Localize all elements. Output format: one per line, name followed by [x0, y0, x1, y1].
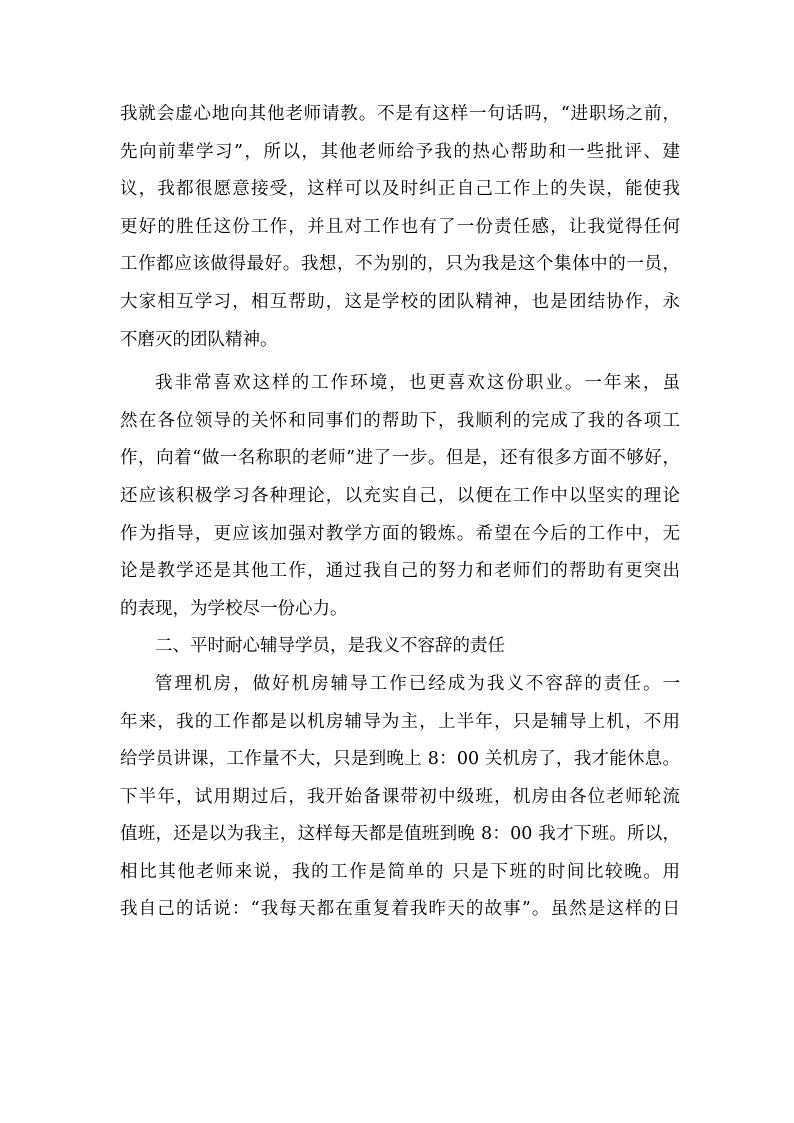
paragraph-1	[120, 96, 680, 359]
text-line: 论是教学还是其他工作，通过我自己的努力和老师们的帮助有更突出	[120, 561, 680, 582]
text-line: 我就会虚心地向其他老师请教。不是有这样一句话吗，“进职场之前，	[120, 104, 680, 124]
text-line: 议，我都很愿意接受，这样可以及时纠正自己工作上的失误，能使我	[120, 179, 680, 200]
text-line: 作为指导，更应该加强对教学方面的锻炼。希望在今后的工作中，无	[120, 523, 680, 544]
text-line: 先向前辈学习”，所以，其他老师给予我的热心帮助和一些批评、建	[120, 141, 680, 162]
text-line: 下半年，试用期过后，我开始备课带初中级班，机房由各位老师轮流	[120, 786, 680, 807]
section-heading	[120, 628, 680, 666]
text-line: 值班，还是以为我主，这样每天都是值班到晚 8：00 我才下班。所以，	[120, 824, 680, 845]
text-line: 管理机房，做好机房辅导工作已经成为我义不容辞的责任。一	[155, 673, 680, 694]
text-line: 工作都应该做得最好。我想，不为别的，只为我是这个集体中的一员，	[120, 254, 680, 275]
text-line: 还应该积极学习各种理论，以充实自己，以便在工作中以坚实的理论	[120, 485, 680, 506]
document-page	[120, 96, 680, 929]
text-line: 年来，我的工作都是以机房辅导为主，上半年，只是辅导上机，不用	[120, 711, 680, 732]
text-line: 不磨灭的团队精神。	[120, 329, 278, 350]
text-line: 我自己的话说：“我每天都在重复着我昨天的故事”。虽然是这样的日	[120, 899, 680, 920]
heading-text: 二、平时耐心辅导学员，是我义不容辞的责任	[155, 636, 505, 657]
text-line: 我非常喜欢这样的工作环境，也更喜欢这份职业。一年来，虽	[155, 373, 680, 394]
text-line: 更好的胜任这份工作，并且对工作也有了一份责任感，让我觉得任何	[120, 216, 680, 237]
paragraph-2	[120, 365, 680, 628]
text-line: 大家相互学习，相互帮助，这是学校的团队精神，也是团结协作，永	[120, 291, 680, 312]
text-line: 给学员讲课，工作量不大，只是到晚上 8：00 关机房了，我才能休息。	[120, 749, 680, 770]
text-line: 的表现，为学校尽一份心力。	[120, 598, 348, 619]
text-line: 作，向着“做一名称职的老师”进了一步。但是，还有很多方面不够好，	[120, 448, 680, 469]
text-line: 相比其他老师来说，我的工作是简单的 只是下班的时间比较晚。用	[120, 861, 680, 882]
text-line: 然在各位领导的关怀和同事们的帮助下，我顺利的完成了我的各项工	[120, 410, 680, 431]
paragraph-3	[120, 666, 680, 929]
